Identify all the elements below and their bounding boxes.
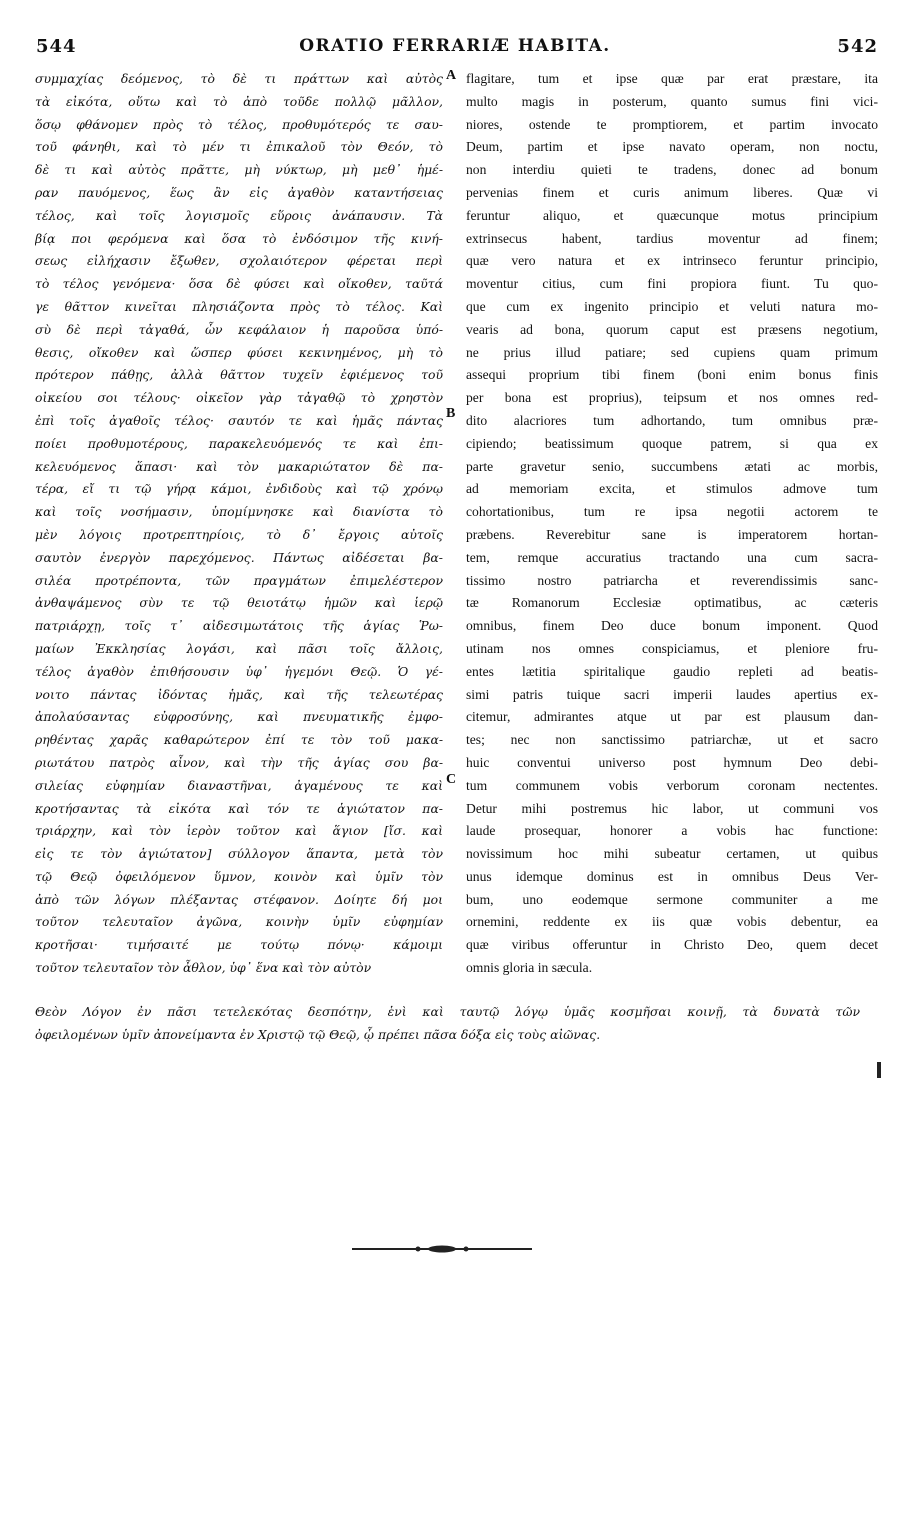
greek-text-line: δὲ τι καὶ αὐτὸς πρᾶττε, μὴ νύκτωρ, μὴ μεθ᾽ ἡμέ- bbox=[35, 162, 443, 178]
greek-text-line: ποίει προθυμοτέρους, παρακελευόμενός τε καὶ ἐπι- bbox=[35, 435, 443, 451]
latin-text-line: huic conventui universo post hymnum Deo debi- bbox=[466, 754, 878, 770]
latin-column bbox=[466, 68, 878, 980]
greek-text-line: σὺ δὲ περὶ τἀγαθά, ὧν κεφάλαιον ἡ παροῦσα ὑπό- bbox=[35, 321, 443, 337]
greek-closing-line: Θεὸν Λόγον ἐν πᾶσι τετελεκότας δεσπότην, ἑνὶ καὶ ταυτῷ λόγῳ ὑμᾶς κοσμῆσαι κοινῇ, τὰ δυνατὰ τῶν bbox=[35, 1004, 860, 1019]
print-speck bbox=[877, 1062, 881, 1078]
greek-text-line: συμμαχίας δεόμενος, τὸ δὲ τι πράττων καὶ αὐτὸς bbox=[35, 71, 443, 86]
greek-text-line: θεσις, οἴκοθεν καὶ ὥσπερ φύσει κεκινημένος, μὴ τὸ bbox=[35, 344, 443, 360]
greek-text-line: τέλος ἀγαθὸν ἐπιθήσουσιν ὑφ᾽ ἡγεμόνι Θεῷ. Ὁ γέ- bbox=[35, 663, 443, 679]
greek-text-line: μὲν λόγοις προτρεπτηρίοις, τὸ δ᾽ ἔργοις αὐτοῖς bbox=[35, 526, 443, 542]
latin-text-line: cohortationibus, tum re ipsa negotii actorem te bbox=[466, 504, 878, 520]
latin-text-line: tum communem vobis verborum coronam nectentes. bbox=[466, 777, 878, 793]
latin-text-line: per bona est proprius), teipsum et nos omnes red- bbox=[466, 390, 878, 406]
latin-text-line: laude prosequar, honorer a vobis hac functione: bbox=[466, 823, 878, 839]
greek-text-line: τὰ εἰκότα, οὕτω καὶ τὸ ἀπὸ τοῦδε πολλῷ μᾶλλον, bbox=[35, 93, 443, 109]
page-number-left: 544 bbox=[36, 36, 77, 57]
latin-text-line: tissimo nostro patriarcha et reverendissimis sanc- bbox=[466, 572, 878, 588]
greek-text-line: ριωτάτου πατρὸς αἶνον, καὶ τὴν τῆς ἁγίας σου βα- bbox=[35, 754, 443, 770]
greek-closing-lines bbox=[35, 1001, 860, 1047]
greek-text-line: τέλος, καὶ τοῖς λογισμοῖς εὕροις ἀνάπαυσιν. Τὰ bbox=[35, 207, 443, 223]
greek-text-line: καὶ τοῖς νοσήμασιν, ὑπομίμνησκε καὶ διανίστα τὸ bbox=[35, 504, 443, 520]
greek-text-line: τοῦ φάνηθι, καὶ τὸ μέν τι ἐπικαλοῦ τὸν Θεόν, τὸ bbox=[35, 139, 443, 155]
latin-text-line: unus idemque dominus est in omnibus Deus Ver- bbox=[466, 868, 878, 884]
running-header bbox=[32, 36, 878, 64]
greek-text-line: τοῦτον τελευταῖον τὸν ἆθλον, ὑφ᾽ ἕνα καὶ τὸν αὐτὸν bbox=[35, 960, 372, 976]
latin-text-line: omnis gloria in sæcula. bbox=[466, 960, 593, 976]
greek-text-line: σαυτὸν ἐνεργὸν παρεχόμενος. Πάντως αἰδέσεται βα- bbox=[35, 549, 443, 565]
latin-text-line: dito alacriores tum adhortando, tum omnibus præ- bbox=[466, 412, 878, 428]
latin-text-line: tem, remque accuratius tractando una cum sacra- bbox=[466, 549, 878, 565]
greek-text-line: ἐπὶ τοῖς ἀγαθοῖς τέλος· σαυτόν τε καὶ ἡμᾶς πάντας bbox=[35, 412, 443, 428]
greek-text-line: τοῦτον τελευταῖον ἀγῶνα, κοινὴν ὑμῖν εὐφημίαν bbox=[35, 914, 443, 930]
latin-text-line: citemur, admirantes atque ut par est plausum dan- bbox=[466, 709, 878, 725]
greek-text-line: σιλείας εὐφημίαν διαναστῆναι, ἀγαμένους τε καὶ bbox=[35, 777, 443, 793]
running-title: ORATIO FERRARIÆ HABITA. bbox=[299, 36, 611, 56]
section-marker-b: B bbox=[446, 406, 456, 421]
greek-text-line: ὅσῳ φθάνομεν πρὸς τὸ τέλος, προθυμότερός τε σαυ- bbox=[35, 116, 443, 132]
greek-text-line: εἰς τε τὸν ἁγιώτατον] σύλλογον ἅπαντα, μετὰ τὸν bbox=[35, 846, 443, 862]
greek-text-line: γε θᾶττον κινεῖται πλησιάζοντα πρὸς τὸ τέλος. Καὶ bbox=[35, 298, 443, 314]
greek-text-line: κροτῆσαι· τιμήσαιτέ με τούτῳ πόνῳ· κάμοιμι bbox=[35, 937, 443, 953]
greek-column bbox=[35, 68, 443, 980]
greek-text-line: ἀπολαύσαντας εὐφροσύνης, καὶ πνευματικῆς ἐμφο- bbox=[35, 709, 443, 725]
greek-text-line: νοιτο πάντας ἰδόντας ἡμᾶς, καὶ τῆς τελεωτέρας bbox=[35, 686, 443, 702]
end-ornament bbox=[352, 1244, 532, 1254]
latin-text-line: extrinsecus habent, tardius moventur ad finem; bbox=[466, 230, 878, 246]
latin-text-line: vearis ad bona, quorum caput est præsens negotium, bbox=[466, 321, 878, 337]
greek-text-line: σιλέα προτρέποντα, τῶν πραγμάτων ἐπιμελέστερον bbox=[35, 572, 443, 588]
greek-text-line: κροτήσαντας τὰ εἰκότα καὶ τόν τε ἁγιώτατον πα- bbox=[35, 800, 443, 816]
latin-text-line: omnibus, finem Deo duce bonum imponent. Quod bbox=[466, 618, 878, 634]
latin-text-line: quæ vero natura et ex intrinseco feruntur principio, bbox=[466, 253, 878, 269]
greek-text-line: οἰκείου σοι τέλους· οἰκεῖον γὰρ τἀγαθῷ τὸ χρηστὸν bbox=[35, 390, 443, 406]
latin-text-line: quæ viribus offeruntur in Christo Deo, quem decet bbox=[466, 937, 878, 953]
greek-text-line: πατριάρχῃ, τοῖς τ᾽ αἰδεσιμωτάτοις τῆς ἁγίας Ῥω- bbox=[35, 618, 443, 634]
latin-text-line: tes; nec non sanctissimo patriarchæ, ut et sacro bbox=[466, 732, 878, 748]
latin-text-line: ornemini, reddente ex iis quæ vobis debentur, ea bbox=[466, 914, 878, 930]
latin-text-line: feruntur aliquo, et quæcunque motus principium bbox=[466, 207, 878, 223]
latin-text-line: niores, ostende te promptiorem, et partim invocato bbox=[466, 116, 878, 132]
section-marker-a: A bbox=[446, 68, 457, 83]
greek-text-line: τὸ τέλος γενόμενα· ὅσα δὲ φύσει καὶ οἴκοθεν, ταῦτά bbox=[35, 276, 443, 292]
latin-text-line: præbens. Reverebitur sane is imperatorem hortan- bbox=[466, 526, 878, 542]
greek-text-line: τριάρχην, καὶ τὸν ἱερὸν τοῦτον καὶ ἅγιον [ἴσ. καὶ bbox=[35, 823, 443, 839]
latin-text-line: utinam nos omnes conspiciamus, et pleniore fru- bbox=[466, 640, 878, 656]
greek-closing-line: ὀφειλομένων ὑμῖν ἀπονείμαντα ἐν Χριστῷ τῷ Θεῷ, ᾧ πρέπει πᾶσα δόξα εἰς τοὺς αἰῶνας. bbox=[35, 1026, 601, 1042]
greek-text-line: σεως εἰλήχασιν ἔξωθεν, σχολαιότερον φέρεται περὶ bbox=[35, 253, 443, 269]
greek-text-line: τέρα, εἴ τι τῷ γήρᾳ κάμοι, ἐνδιδοὺς καὶ τῷ χρόνῳ bbox=[35, 481, 443, 497]
latin-text-line: bum, uno eodemque sermone communiter a me bbox=[466, 891, 878, 907]
greek-text-line: ραν παυόμενος, ἕως ἂν εἰς ἀγαθὸν καταντήσειας bbox=[35, 184, 443, 200]
greek-text-line: κελευόμενος ἅπασι· καὶ τὸν μακαριώτατον δὲ πα- bbox=[35, 458, 443, 474]
latin-text-line: entes lætitia spiritalique gaudio repleti ad beatis- bbox=[466, 663, 878, 679]
latin-text-line: flagitare, tum et ipse quæ par erat præstare, ita bbox=[466, 71, 878, 86]
latin-text-line: Deum, partim et ipse navato operam, non noctu, bbox=[466, 139, 878, 155]
latin-text-line: que cum ex ingenito principio et veluti natura mo- bbox=[466, 298, 878, 314]
greek-text-line: τῷ Θεῷ ὀφειλόμενον ὕμνον, κοινὸν καὶ ὑμῖν τὸν bbox=[35, 868, 443, 884]
latin-text-line: moventur citius, cum fini propiora fiunt. Tu quo- bbox=[466, 276, 878, 292]
latin-text-line: non interdiu quieti te tradens, donec ad bonum bbox=[466, 162, 878, 178]
latin-text-line: ad memoriam excita, et stimulos admove tum bbox=[466, 481, 878, 497]
latin-text-line: pervenias finem et curis animum liberes. Quæ vi bbox=[466, 184, 878, 200]
greek-text-line: ρηθέντας χαρᾶς καθαρώτερον ἐπί τε τὸν τοῦ μακα- bbox=[35, 732, 443, 748]
greek-text-line: ἀπὸ τῶν λόγων πλέξαντας στέφανον. Δοίητε δή μοι bbox=[35, 891, 443, 907]
greek-text-line: ἀνθαψάμενος σὺν τε τῷ θειοτάτῳ ἡμῶν καὶ ἱερῷ bbox=[35, 595, 443, 611]
latin-text-line: tæ Romanorum Ecclesiæ optimatibus, ac cæteris bbox=[466, 595, 878, 611]
section-marker-c: C bbox=[446, 772, 457, 787]
latin-text-line: simi patris tuique sacri imperii laudes apertius ex- bbox=[466, 686, 878, 702]
page-number-right: 542 bbox=[837, 36, 878, 57]
greek-text-line: μαίων Ἐκκλησίας λογάσι, καὶ πᾶσι τοῖς ἄλλοις, bbox=[35, 640, 443, 656]
greek-text-line: βίᾳ ποι φερόμενα καὶ ὅσα τὸ ἐνδόσιμον τῆς κινή- bbox=[35, 230, 443, 246]
latin-text-line: cipiendo; beatissimum quoque patrem, si qua ex bbox=[466, 435, 878, 451]
latin-text-line: ne prius illud patiare; sed cupiens quam primum bbox=[466, 344, 878, 360]
latin-text-line: Detur mihi postremus hic labor, ut communi vos bbox=[466, 800, 878, 816]
latin-text-line: assequi proprium tibi finem (boni enim bonus finis bbox=[466, 367, 878, 383]
latin-text-line: parte gravetur senio, succumbens ætati ac morbis, bbox=[466, 458, 878, 474]
latin-text-line: multo magis in posterum, quanto sumus fini vici- bbox=[466, 93, 878, 109]
greek-text-line: πρότερον πάθῃς, ἀλλὰ θᾶττον τυχεῖν ἐφιέμενος τοῦ bbox=[35, 367, 443, 383]
latin-text-line: novissimum hoc mihi subeatur certamen, ut quibus bbox=[466, 846, 878, 862]
